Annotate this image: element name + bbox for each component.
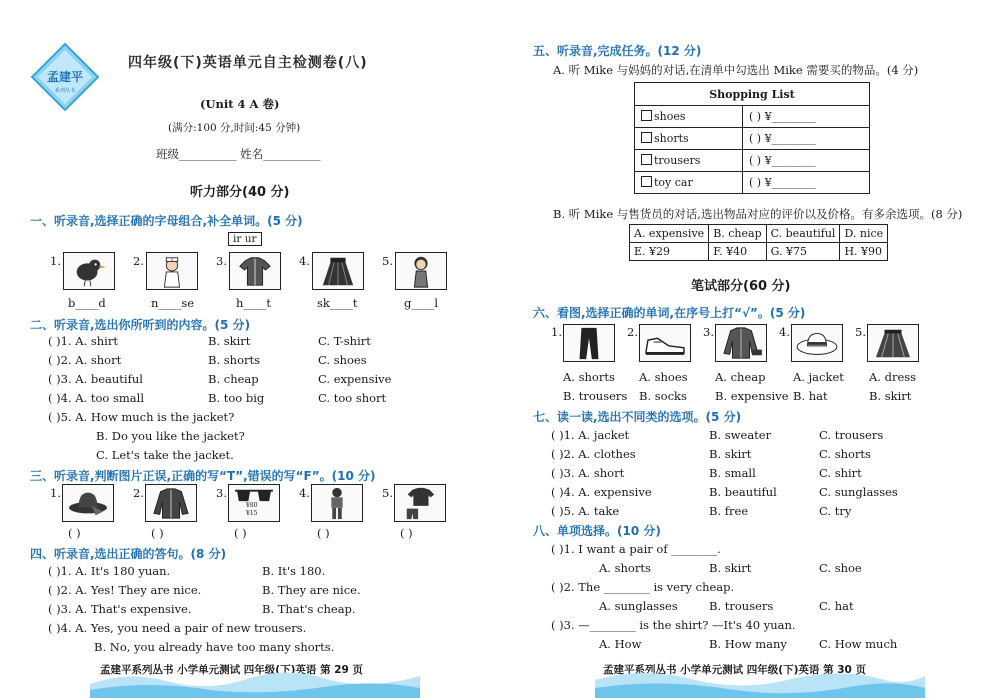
s2-q2-a[interactable]: ( )2. A. short <box>48 353 122 367</box>
s6-opt-b-4[interactable]: B. hat <box>793 389 828 403</box>
s3-num-1: 1. <box>50 486 61 500</box>
logo-text: 孟建平 <box>46 70 84 84</box>
opt-g: G. ¥75 <box>766 243 840 261</box>
s2-q1-a[interactable]: ( )1. A. shirt <box>48 334 118 348</box>
shirt-icon <box>229 252 281 290</box>
listening-header: 听力部分(40 分) <box>190 185 290 200</box>
section-8-heading: 八、单项选择。(10 分) <box>533 524 661 538</box>
s5-part-a: A. 听 Mike 与妈妈的对话,在清单中勾选出 Mike 需要买的物品。(4 分) <box>553 63 919 77</box>
price-cell-trousers[interactable]: ( ) ¥________ <box>743 150 870 172</box>
item-toy-car: toy car <box>654 176 693 189</box>
s3-num-2: 2. <box>133 486 144 500</box>
s8-q2[interactable]: ( )2. The ________ is very cheap. <box>551 580 735 594</box>
price-cell-shorts[interactable]: ( ) ¥________ <box>743 128 870 150</box>
s3-answer-1[interactable]: ( ) <box>68 526 81 540</box>
s7-q3-a[interactable]: ( )3. A. short <box>551 466 625 480</box>
s8-q2-c: C. hat <box>819 599 854 613</box>
section-2-heading: 二、听录音,选出你所听到的内容。(5 分) <box>30 318 251 332</box>
s6-opt-a-1[interactable]: A. shorts <box>563 370 615 384</box>
s7-q2-a[interactable]: ( )2. A. clothes <box>551 447 636 461</box>
s2-q2-b: B. shorts <box>208 353 261 367</box>
s3-answer-3[interactable]: ( ) <box>234 526 247 540</box>
s7-q2-b: B. skirt <box>709 447 752 461</box>
jacket-icon <box>715 324 767 362</box>
s1-blank-4[interactable]: sk____t <box>317 296 358 310</box>
s1-blank-3[interactable]: h____t <box>236 296 272 310</box>
s8-q2-b: B. trousers <box>709 599 774 613</box>
score-time: (满分:100 分,时间:45 分钟) <box>168 122 301 134</box>
unit-label: (Unit 4 A 卷) <box>200 97 280 111</box>
s4-q2-a[interactable]: ( )2. A. Yes! They are nice. <box>48 583 202 597</box>
price-tag-15: ¥15 <box>246 510 258 517</box>
s4-q2-b: B. They are nice. <box>262 583 361 597</box>
s1-num-1: 1. <box>50 254 61 268</box>
s3-answer-4[interactable]: ( ) <box>317 526 330 540</box>
bird-icon <box>63 252 115 290</box>
s7-q1-c: C. trousers <box>819 428 884 442</box>
s7-q3-b: B. small <box>709 466 756 480</box>
shopping-list-title: Shopping List <box>635 83 870 106</box>
s8-q1-b: B. skirt <box>709 561 752 575</box>
s6-opt-a-5[interactable]: A. dress <box>869 370 917 384</box>
s4-q3-a[interactable]: ( )3. A. That's expensive. <box>48 602 192 616</box>
s1-blank-2[interactable]: n____se <box>151 296 195 310</box>
s8-q2-a: A. sunglasses <box>599 599 678 613</box>
sunglasses-icon <box>228 484 280 522</box>
opt-a: A. expensive <box>630 225 709 243</box>
s4-q3-b: B. That's cheap. <box>262 602 356 616</box>
written-header: 笔试部分(60 分) <box>691 279 791 294</box>
checkbox-shoes[interactable] <box>641 110 652 121</box>
s6-opt-a-2[interactable]: A. shoes <box>639 370 688 384</box>
s8-q3-c: C. How much <box>819 637 898 651</box>
skirt-icon <box>312 252 364 290</box>
s6-num-3: 3. <box>703 325 714 339</box>
s4-q4-b: B. No, you already have too many shorts. <box>94 640 335 654</box>
s3-num-3: 3. <box>216 486 227 500</box>
section-5-heading: 五、听录音,完成任务。(12 分) <box>533 44 702 58</box>
s6-num-4: 4. <box>779 325 790 339</box>
nurse-icon <box>146 252 198 290</box>
s6-opt-a-4[interactable]: A. jacket <box>793 370 844 384</box>
s1-num-3: 3. <box>216 254 227 268</box>
right-page <box>505 0 1000 698</box>
price-tag-80: ¥80 <box>246 502 258 509</box>
price-cell-shoes[interactable]: ( ) ¥________ <box>743 106 870 128</box>
s8-q3-a: A. How <box>599 637 642 651</box>
s2-q3-b: B. cheap <box>208 372 259 386</box>
section-3-heading: 三、听录音,判断图片正误,正确的写“T”,错误的写“F”。(10 分) <box>30 469 376 483</box>
s3-answer-2[interactable]: ( ) <box>151 526 164 540</box>
item-trousers: trousers <box>654 154 701 167</box>
section-6-heading: 六、看图,选择正确的单词,在序号上打“√”。(5 分) <box>533 306 806 320</box>
s2-q5-c: C. Let's take the jacket. <box>96 448 234 462</box>
s2-q2-c: C. shoes <box>318 353 367 367</box>
letter-combo-box: ir ur <box>228 232 262 246</box>
s7-q3-c: C. shirt <box>819 466 862 480</box>
s6-num-1: 1. <box>551 325 562 339</box>
s7-q5-c: C. try <box>819 504 852 518</box>
opt-d: D. nice <box>840 225 888 243</box>
s7-q5-a[interactable]: ( )5. A. take <box>551 504 620 518</box>
s8-q1-c: C. shoe <box>819 561 862 575</box>
s1-num-4: 4. <box>299 254 310 268</box>
sneaker-icon <box>639 324 691 362</box>
s3-num-5: 5. <box>382 486 393 500</box>
opt-f: F. ¥40 <box>709 243 766 261</box>
hat-icon <box>62 484 114 522</box>
s8-q3-b: B. How many <box>709 637 787 651</box>
s2-q1-b: B. skirt <box>208 334 251 348</box>
s8-q1-a: A. shorts <box>599 561 651 575</box>
s4-q1-a[interactable]: ( )1. A. It's 180 yuan. <box>48 564 171 578</box>
s7-q4-b: B. beautiful <box>709 485 777 499</box>
checkbox-toy-car[interactable] <box>641 176 652 187</box>
skirt-icon <box>867 324 919 362</box>
right-footer: 孟建平系列丛书 小学单元测试 四年级(下)英语 第 30 页 <box>603 664 866 676</box>
s8-q1[interactable]: ( )1. I want a pair of ________. <box>551 542 721 556</box>
exam-title: 四年级(下)英语单元自主检测卷(八) <box>128 55 368 71</box>
s7-q2-c: C. shorts <box>819 447 871 461</box>
s6-opt-b-5[interactable]: B. skirt <box>869 389 912 403</box>
right-footer-wave <box>595 656 925 698</box>
s7-q1-b: B. sweater <box>709 428 772 442</box>
tshirt-shorts-icon <box>394 484 446 522</box>
opt-e: E. ¥29 <box>630 243 709 261</box>
opt-b: B. cheap <box>709 225 766 243</box>
s4-q1-b: B. It's 180. <box>262 564 326 578</box>
s2-q4-a[interactable]: ( )4. A. too small <box>48 391 145 405</box>
publisher-logo <box>30 42 100 112</box>
left-footer: 孟建平系列丛书 小学单元测试 四年级(下)英语 第 29 页 <box>100 664 363 676</box>
s2-q3-c: C. expensive <box>318 372 392 386</box>
s2-q5-a[interactable]: ( )5. A. How much is the jacket? <box>48 410 235 424</box>
s6-opt-b-1[interactable]: B. trousers <box>563 389 628 403</box>
section-1-heading: 一、听录音,选择正确的字母组合,补全单词。(5 分) <box>30 214 303 228</box>
item-shorts: shorts <box>654 132 689 145</box>
s7-q4-c: C. sunglasses <box>819 485 898 499</box>
s5-part-b: B. 听 Mike 与售货员的对话,选出物品对应的评价以及价格。有多余选项。(8 分) <box>553 207 963 221</box>
shopping-list-table <box>634 82 870 194</box>
girl-icon <box>395 252 447 290</box>
s6-opt-b-3[interactable]: B. expensive <box>715 389 789 403</box>
s2-q4-b: B. too big <box>208 391 265 405</box>
s2-q4-c: C. too short <box>318 391 387 405</box>
section-7-heading: 七、读一读,选出不同类的选项。(5 分) <box>533 410 742 424</box>
s1-blank-1[interactable]: b____d <box>68 296 106 310</box>
s6-num-2: 2. <box>627 325 638 339</box>
s2-q5-b: B. Do you like the jacket? <box>96 429 245 443</box>
s3-num-4: 4. <box>299 486 310 500</box>
jacket-icon <box>145 484 197 522</box>
checkbox-shorts[interactable] <box>641 132 652 143</box>
price-cell-toy-car[interactable]: ( ) ¥________ <box>743 172 870 194</box>
s3-answer-5[interactable]: ( ) <box>400 526 413 540</box>
s6-opt-b-2[interactable]: B. socks <box>639 389 687 403</box>
options-table <box>629 224 888 261</box>
s2-q1-c: C. T-shirt <box>318 334 371 348</box>
s7-q4-a[interactable]: ( )4. A. expensive <box>551 485 652 499</box>
opt-c: C. beautiful <box>766 225 840 243</box>
sunhat-icon <box>791 324 843 362</box>
s1-num-2: 2. <box>133 254 144 268</box>
logo-subtext: 系列丛书 <box>54 88 76 94</box>
section-4-heading: 四、听录音,选出正确的答句。(8 分) <box>30 547 227 561</box>
s8-q3[interactable]: ( )3. —________ is the shirt? —It's 40 yuan. <box>551 618 796 632</box>
opt-h: H. ¥90 <box>840 243 888 261</box>
s1-num-5: 5. <box>382 254 393 268</box>
left-footer-wave <box>90 656 420 698</box>
item-shoes: shoes <box>654 110 686 123</box>
s7-q1-a[interactable]: ( )1. A. jacket <box>551 428 630 442</box>
s4-q4-a[interactable]: ( )4. A. Yes, you need a pair of new trousers. <box>48 621 307 635</box>
s7-q5-b: B. free <box>709 504 749 518</box>
boy-icon <box>311 484 363 522</box>
class-name-line[interactable]: 班级__________ 姓名__________ <box>156 147 321 161</box>
s1-blank-5[interactable]: g____l <box>404 296 439 310</box>
trousers-icon <box>563 324 615 362</box>
s2-q3-a[interactable]: ( )3. A. beautiful <box>48 372 143 386</box>
checkbox-trousers[interactable] <box>641 154 652 165</box>
s6-opt-a-3[interactable]: A. cheap <box>715 370 766 384</box>
s6-num-5: 5. <box>855 325 866 339</box>
